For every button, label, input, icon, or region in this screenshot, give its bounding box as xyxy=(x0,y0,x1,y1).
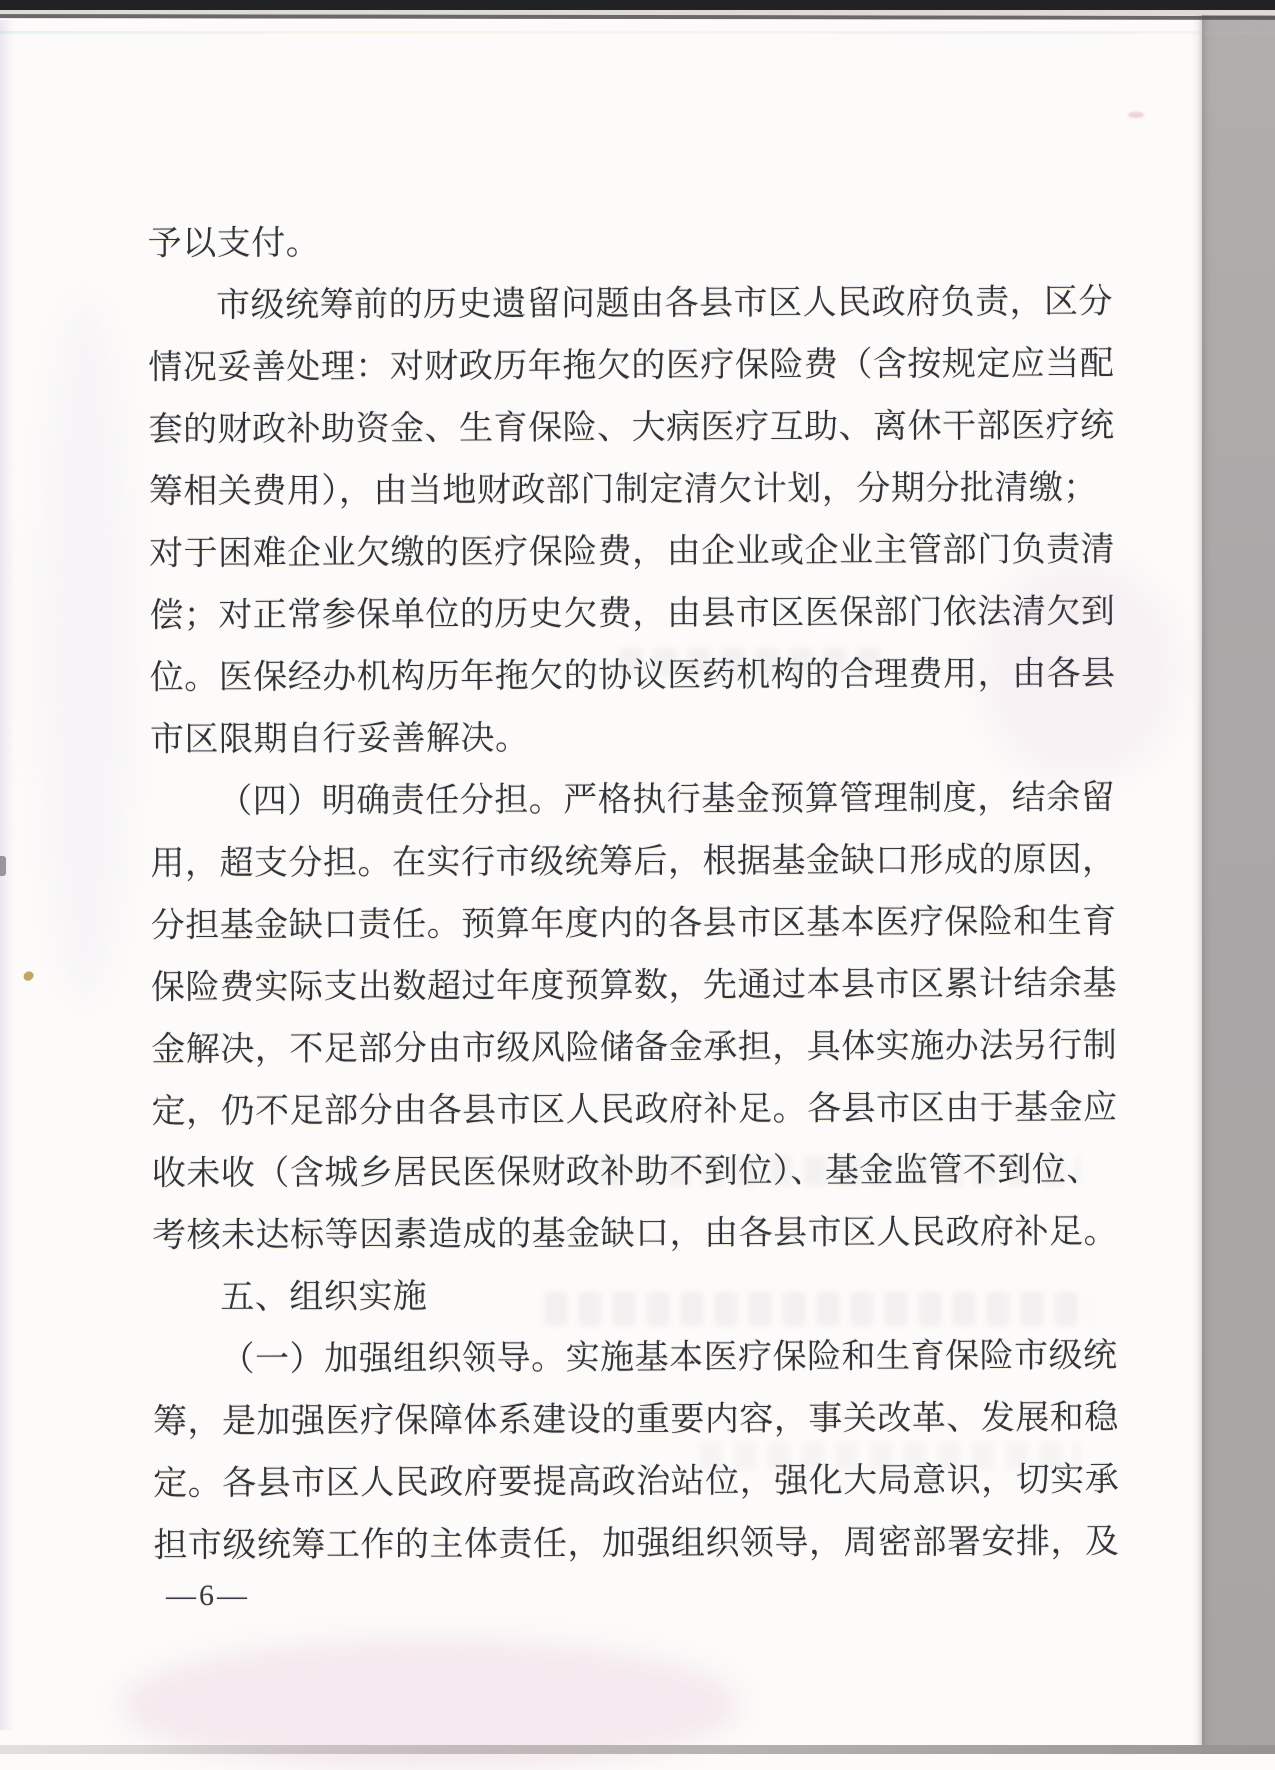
text-line: 筹相关费用），由当地财政部门制定清欠计划，分期分批清缴； xyxy=(148,469,1098,511)
text-line: 位。医保经办机构历年拖欠的协议医药机构的合理费用，由各县 xyxy=(149,655,1116,697)
text-line: 市级统筹前的历史遗留问题由各县市区人民政府负责，区分 xyxy=(215,283,1114,325)
paper-right-edge xyxy=(1192,0,1202,1754)
text-line: 收未收（含城乡居民医保财政补助不到位）、基金监管不到位、 xyxy=(151,1151,1101,1193)
scan-bottom-edge xyxy=(0,1745,1275,1754)
document-body xyxy=(147,209,1120,1577)
scan-color-streak xyxy=(0,31,1275,34)
text-line: 分担基金缺口责任。预算年度内的各县市区基本医疗保险和生育 xyxy=(150,903,1117,945)
text-line: 考核未达标等因素造成的基金缺口，由各县市区人民政府补足。 xyxy=(152,1213,1119,1255)
text-line: 套的财政补助资金、生育保险、大病医疗互助、离休干部医疗统 xyxy=(148,407,1115,449)
text-line: 市区限期自行妥善解决。 xyxy=(149,720,530,759)
text-line: 担市级统筹工作的主体责任，加强组织领导，周密部署安排，及 xyxy=(153,1523,1120,1565)
text-line: 保险费实际支出数超过年度预算数，先通过本县市区累计结余基 xyxy=(150,965,1118,1007)
text-line: 定，仍不足部分由各县市区人民政府补足。各县市区由于基金应 xyxy=(151,1089,1118,1131)
scanner-bed-strip xyxy=(1200,0,1275,1754)
ink-speck xyxy=(22,969,35,982)
scan-top-edge-line xyxy=(0,14,1275,20)
paper-blemish xyxy=(1128,112,1144,118)
section-heading: 五、组织实施 xyxy=(220,1278,428,1317)
text-line: 予以支付。 xyxy=(147,224,321,263)
left-edge-mark xyxy=(0,856,6,876)
text-line: 金解决，不足部分由市级风险储备金承担，具体实施办法另行制 xyxy=(151,1027,1118,1069)
page-number: —6— xyxy=(166,1579,250,1612)
text-line: 用，超支分担。在实行市级统筹后，根据基金缺口形成的原因， xyxy=(150,841,1117,883)
text-line: 对于困难企业欠缴的医疗保险费，由企业或企业主管部门负责清 xyxy=(149,531,1116,573)
text-line: 筹，是加强医疗保障体系建设的重要内容，事关改革、发展和稳 xyxy=(152,1399,1119,1441)
text-line: （一）加强组织领导。实施基本医疗保险和生育保险市级统 xyxy=(220,1337,1118,1379)
scan-top-edge-band xyxy=(0,0,1275,10)
text-line: （四）明确责任分担。严格执行基金预算管理制度，结余留 xyxy=(218,779,1116,821)
text-line: 偿；对正常参保单位的历史欠费，由县市区医保部门依法清欠到 xyxy=(149,593,1116,635)
text-line: 定。各县市区人民政府要提高政治站位，强化大局意识，切实承 xyxy=(153,1461,1120,1503)
paper-smudge xyxy=(40,300,130,1000)
text-line: 情况妥善处理：对财政历年拖欠的医疗保险费（含按规定应当配 xyxy=(148,345,1115,387)
